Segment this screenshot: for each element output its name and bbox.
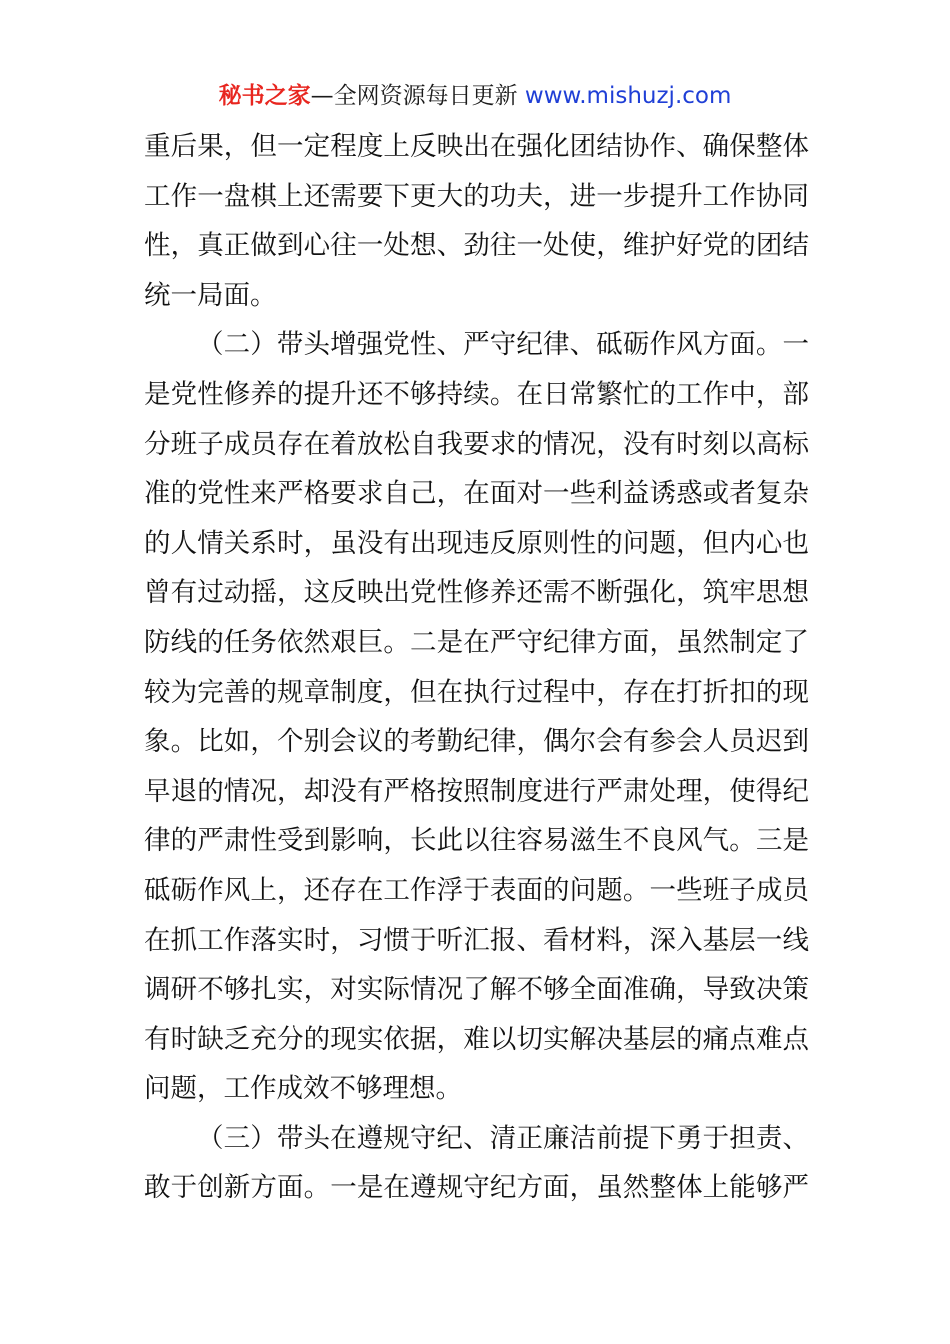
site-header xyxy=(0,80,950,112)
text-line: 防线的任务依然艰巨。二是在严守纪律方面，虽然制定了 xyxy=(144,626,809,658)
text-line: 分班子成员存在着放松自我要求的情况，没有时刻以高标 xyxy=(144,428,809,460)
brand-name: 秘书之家 xyxy=(218,83,311,109)
text-line: 问题，工作成效不够理想。 xyxy=(144,1073,462,1105)
text-line: 工作一盘棋上还需要下更大的功夫，进一步提升工作协同 xyxy=(144,180,809,212)
text-line: 砥砺作风上，还存在工作浮于表面的问题。一些班子成员 xyxy=(144,874,809,906)
text-line: 的人情关系时，虽没有出现违反原则性的问题，但内心也 xyxy=(144,527,809,559)
text-line: 曾有过动摇，这反映出党性修养还需不断强化，筑牢思想 xyxy=(144,577,809,609)
text-line: 性，真正做到心往一处想、劲往一处使，维护好党的团结 xyxy=(144,230,809,262)
text-line: 象。比如，个别会议的考勤纪律，偶尔会有参会人员迟到 xyxy=(144,726,809,758)
text-line: 敢于创新方面。一是在遵规守纪方面，虽然整体上能够严 xyxy=(144,1172,809,1204)
text-line: 律的严肃性受到影响，长此以往容易滋生不良风气。三是 xyxy=(144,825,809,857)
text-line: 早退的情况，却没有严格按照制度进行严肃处理，使得纪 xyxy=(144,775,809,807)
text-line: 在抓工作落实时，习惯于听汇报、看材料，深入基层一线 xyxy=(144,924,809,956)
header-tagline: —全网资源每日更新 xyxy=(310,83,525,109)
text-line: 重后果，但一定程度上反映出在强化团结协作、确保整体 xyxy=(144,131,809,162)
text-line: 较为完善的规章制度，但在执行过程中，存在打折扣的现 xyxy=(144,676,809,708)
text-line: 有时缺乏充分的现实依据，难以切实解决基层的痛点难点 xyxy=(144,1023,809,1055)
text-line: 准的党性来严格要求自己，在面对一些利益诱惑或者复杂 xyxy=(144,478,809,510)
text-line: 是党性修养的提升还不够持续。在日常繁忙的工作中，部 xyxy=(144,378,809,410)
text-line: 统一局面。 xyxy=(144,279,277,311)
paragraph-heading-line: （二）带头增强党性、严守纪律、砥砺作风方面。一 xyxy=(197,329,809,361)
text-line: 调研不够扎实，对实际情况了解不够全面准确，导致决策 xyxy=(144,974,809,1006)
paragraph-heading-line: （三）带头在遵规守纪、清正廉洁前提下勇于担责、 xyxy=(197,1122,809,1154)
document-body xyxy=(144,122,809,1213)
site-url[interactable]: www.mishuzj.com xyxy=(524,83,732,109)
